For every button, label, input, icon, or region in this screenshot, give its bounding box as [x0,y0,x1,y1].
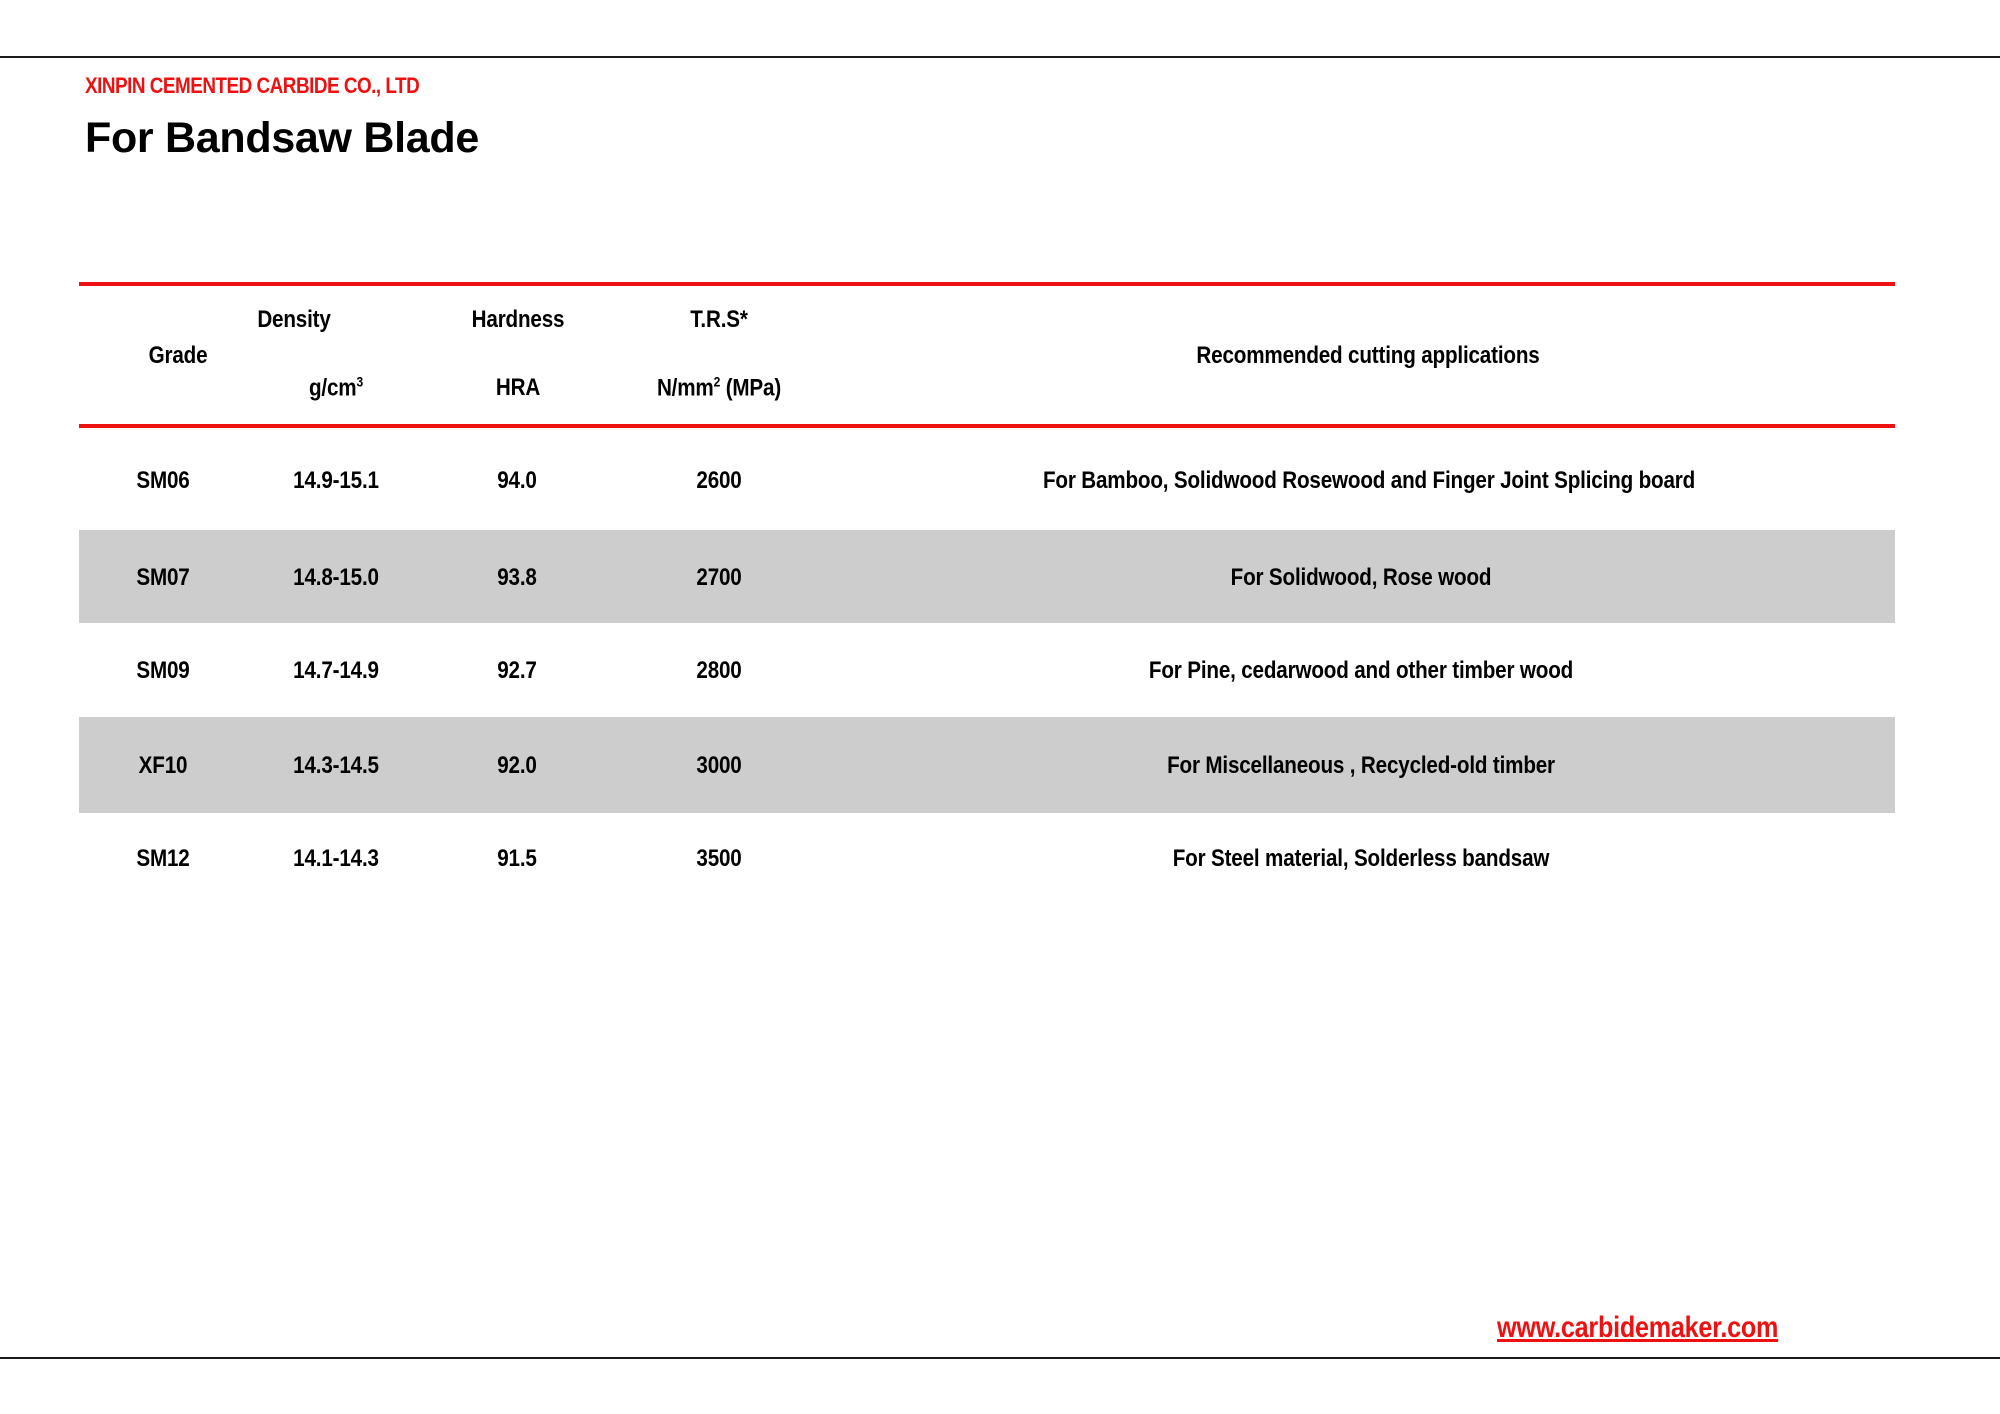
cell-trs: 3000 [696,752,742,779]
trs-unit-exponent: 2 [713,373,721,390]
cell-trs: 2600 [696,467,742,494]
company-name: XINPIN CEMENTED CARBIDE CO., LTD [85,73,420,98]
density-unit-base: g/cm [308,374,357,402]
header-top-rule [79,282,1895,286]
cell-grade: SM06 [136,467,190,494]
header-bottom-rule [79,424,1895,428]
cell-application: For Pine, cedarwood and other timber wood [1148,657,1574,684]
cell-hardness: 92.7 [497,657,537,684]
website-link[interactable]: www.carbidemaker.com [1497,1311,1779,1344]
trs-unit-base: N/mm [656,374,714,402]
cell-grade: XF10 [138,752,188,779]
cell-density: 14.8-15.0 [293,564,379,591]
col-header-hardness: Hardness [471,306,565,333]
col-header-application: Recommended cutting applications [1196,342,1540,369]
cell-trs: 2700 [696,564,742,591]
col-header-density: Density [257,306,331,333]
col-header-trs: T.R.S* [690,306,748,333]
cell-application: For Solidwood, Rose wood [1230,564,1492,591]
cell-hardness: 92.0 [497,752,537,779]
cell-grade: SM07 [136,564,190,591]
cell-grade: SM12 [136,845,190,872]
cell-grade: SM09 [136,657,190,684]
cell-density: 14.9-15.1 [293,467,379,494]
col-header-hardness-unit: HRA [495,374,541,401]
cell-hardness: 91.5 [497,845,537,872]
cell-trs: 2800 [696,657,742,684]
bottom-divider [0,1357,2000,1359]
cell-trs: 3500 [696,845,742,872]
cell-density: 14.3-14.5 [293,752,379,779]
page-title: For Bandsaw Blade [85,114,479,162]
cell-density: 14.7-14.9 [293,657,379,684]
density-unit-exponent: 3 [356,373,364,390]
col-header-trs-unit [657,374,781,403]
col-header-density-unit [309,374,363,403]
cell-application: For Steel material, Solderless bandsaw [1172,845,1550,872]
cell-density: 14.1-14.3 [293,845,379,872]
trs-unit-suffix: (MPa) [720,374,782,402]
top-divider [0,56,2000,58]
col-header-grade: Grade [148,342,208,369]
cell-hardness: 94.0 [497,467,537,494]
cell-hardness: 93.8 [497,564,537,591]
cell-application: For Bamboo, Solidwood Rosewood and Finger Joint Splicing board [1042,467,1696,494]
cell-application: For Miscellaneous , Recycled-old timber [1167,752,1555,779]
